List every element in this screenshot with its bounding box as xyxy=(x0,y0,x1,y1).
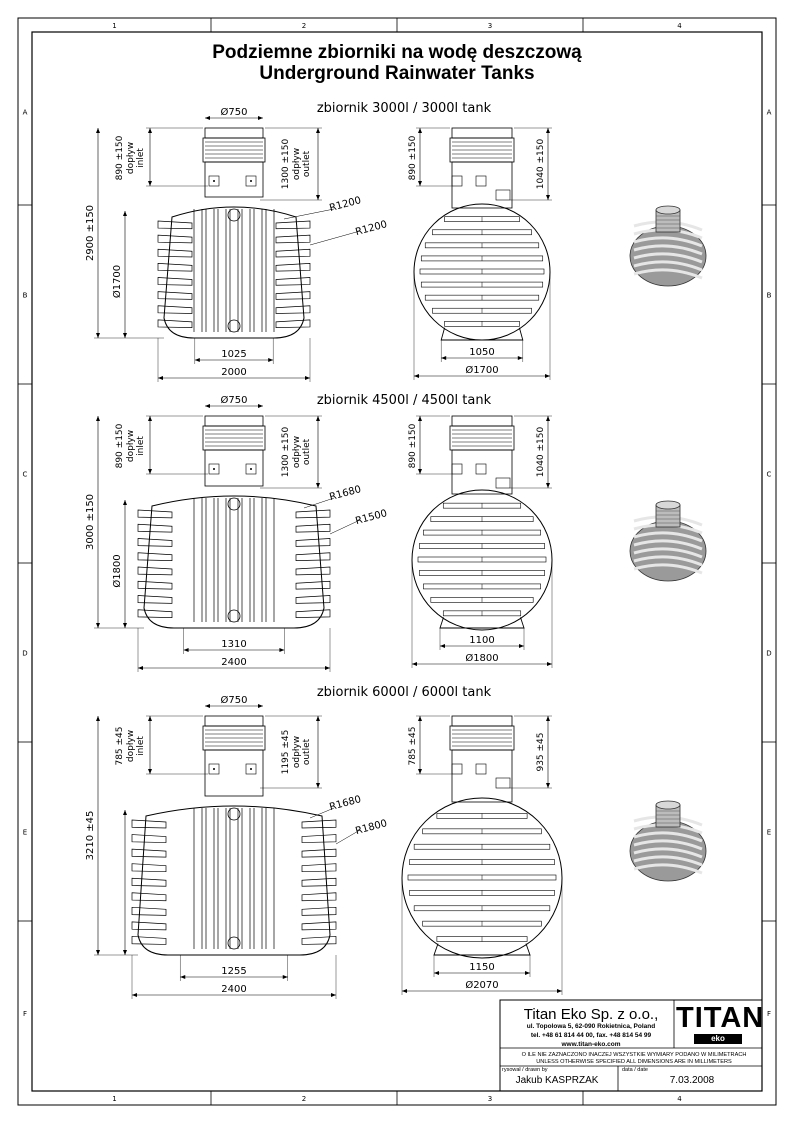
port-mark xyxy=(250,468,252,470)
overall-length-label: 2000 xyxy=(221,367,247,378)
grid-column-label: 4 xyxy=(677,22,682,30)
arrowhead xyxy=(414,374,419,378)
overall-length-label: 2400 xyxy=(221,984,247,995)
arrowhead xyxy=(316,716,320,721)
side-rib xyxy=(302,907,336,915)
top-diameter-label: Ø750 xyxy=(220,107,248,118)
side-rib xyxy=(302,820,336,828)
arrowhead xyxy=(180,975,185,979)
arrowhead xyxy=(418,181,422,186)
inlet-dimension-label: 785 ±45 xyxy=(115,726,125,766)
side-rib xyxy=(302,936,336,944)
arrowhead xyxy=(123,500,127,505)
grid-row-label: F xyxy=(766,1010,772,1018)
arrowhead xyxy=(205,704,210,708)
arrowhead xyxy=(546,783,550,788)
side-diameter-label: Ø2070 xyxy=(465,980,499,991)
arrowhead xyxy=(418,716,422,721)
port xyxy=(476,764,486,774)
side-base-label: 1150 xyxy=(469,962,495,973)
grid-row-label: F xyxy=(22,1010,28,1018)
side-rib xyxy=(138,553,172,561)
arrowhead xyxy=(279,648,284,652)
arrowhead xyxy=(96,416,100,421)
grid-column-label: 2 xyxy=(301,22,307,30)
tank-3d-lid xyxy=(656,801,680,809)
arrowhead xyxy=(546,128,550,133)
arrowhead xyxy=(148,769,152,774)
arrowhead xyxy=(123,333,127,338)
tank-body xyxy=(144,496,324,628)
total-height-label: 3210 ±45 xyxy=(85,810,96,861)
body-diameter-label: Ø1700 xyxy=(112,264,123,299)
arrowhead xyxy=(158,376,163,380)
tank-body xyxy=(138,806,330,955)
outlet-port xyxy=(496,190,510,200)
side-inlet-label: 890 ±150 xyxy=(408,135,418,181)
arrowhead xyxy=(316,483,320,488)
grid-row-label: D xyxy=(22,649,28,658)
grid-row-label: B xyxy=(766,291,772,300)
company-address: ul. Topolowa 5, 62-090 Rokietnica, Poland xyxy=(526,1023,656,1030)
arrowhead xyxy=(316,128,320,133)
inlet-label-en: inlet xyxy=(136,436,146,456)
riser-neck xyxy=(205,750,263,796)
side-rib xyxy=(138,581,172,589)
side-rib xyxy=(132,878,166,886)
riser-neck xyxy=(452,450,512,494)
grid-column-label: 4 xyxy=(677,1095,682,1103)
radius-label: R1200 xyxy=(354,219,389,239)
port xyxy=(476,464,486,474)
side-rib xyxy=(302,893,336,901)
port-mark xyxy=(213,180,215,182)
arrowhead xyxy=(96,716,100,721)
arrowhead xyxy=(138,666,143,670)
side-rib xyxy=(158,306,192,314)
side-rib xyxy=(132,907,166,915)
grid-row-label: D xyxy=(766,649,772,658)
side-rib xyxy=(158,235,192,243)
inlet-label-en: inlet xyxy=(136,148,146,168)
units-note-polish: O ILE NIE ZAZNACZONO INACZEJ WSZYSTKIE WYMIARY PODANO W MILIMETRACH xyxy=(521,1052,747,1058)
side-diameter-label: Ø1700 xyxy=(465,365,499,376)
arrowhead xyxy=(418,128,422,133)
tank-section-label: zbiornik 4500l / 4500l tank xyxy=(316,393,492,408)
arrowhead xyxy=(325,666,330,670)
arrowhead xyxy=(123,623,127,628)
arrowhead xyxy=(258,404,263,408)
side-rib xyxy=(302,922,336,930)
side-rib xyxy=(296,581,330,589)
side-rib xyxy=(276,263,310,271)
inlet-port xyxy=(452,464,462,474)
tank-3d-render xyxy=(630,501,706,581)
side-rib xyxy=(132,835,166,843)
side-rib xyxy=(158,221,192,229)
arrowhead xyxy=(205,404,210,408)
arrowhead xyxy=(546,483,550,488)
arrowhead xyxy=(316,783,320,788)
arrowhead xyxy=(132,993,137,997)
arrowhead xyxy=(96,623,100,628)
company-website: www.titan-eko.com xyxy=(561,1041,621,1048)
side-rib xyxy=(296,596,330,604)
side-rib xyxy=(296,553,330,561)
tank-base xyxy=(434,944,530,955)
side-rib xyxy=(132,922,166,930)
port-mark xyxy=(213,768,215,770)
side-rib xyxy=(138,596,172,604)
side-rib xyxy=(132,849,166,857)
arrowhead xyxy=(184,648,189,652)
titan-logo: TITAN xyxy=(676,1002,765,1034)
arrowhead xyxy=(258,116,263,120)
side-rib xyxy=(302,878,336,886)
tank-base xyxy=(440,617,524,628)
side-rib xyxy=(302,864,336,872)
arrowhead xyxy=(195,358,200,362)
side-rib xyxy=(132,893,166,901)
riser-cap xyxy=(452,416,512,426)
arrowhead xyxy=(96,128,100,133)
title-english: Underground Rainwater Tanks xyxy=(259,63,535,84)
outlet-label-pl: odpływ xyxy=(292,147,302,181)
arrowhead xyxy=(331,993,336,997)
arrowhead xyxy=(305,376,310,380)
top-diameter-label: Ø750 xyxy=(220,395,248,406)
arrowhead xyxy=(518,356,523,360)
drawn-by-label: rysował / drawn by xyxy=(502,1067,548,1073)
port-mark xyxy=(213,468,215,470)
title-polish: Podziemne zbiorniki na wodę deszczową xyxy=(212,42,582,63)
arrowhead xyxy=(440,644,445,648)
grid-column-label: 3 xyxy=(487,22,493,30)
arrowhead xyxy=(268,358,273,362)
inlet-label-pl: dopływ xyxy=(126,141,136,175)
grid-row-label: C xyxy=(766,470,772,479)
outlet-label-pl: odpływ xyxy=(292,435,302,469)
grid-row-label: E xyxy=(22,828,28,837)
radius-label: R1680 xyxy=(328,484,363,504)
inlet-port xyxy=(452,764,462,774)
arrowhead xyxy=(418,769,422,774)
leader-line xyxy=(284,209,334,219)
arrowhead xyxy=(123,211,127,216)
side-rib xyxy=(302,849,336,857)
arrowhead xyxy=(434,971,439,975)
drawn-by-name: Jakub KASPRZAK xyxy=(515,1075,599,1086)
grid-column-label: 3 xyxy=(487,1095,493,1103)
arrowhead xyxy=(418,416,422,421)
tank-section-label: zbiornik 6000l / 6000l tank xyxy=(316,685,492,700)
side-rib xyxy=(276,292,310,300)
overall-length-label: 2400 xyxy=(221,657,247,668)
arrowhead xyxy=(557,989,562,993)
arrowhead xyxy=(148,469,152,474)
grid-row-label: B xyxy=(22,291,28,300)
eko-logo: eko xyxy=(694,1034,742,1044)
inlet-label-pl: dopływ xyxy=(126,429,136,463)
total-height-label: 3000 ±150 xyxy=(85,493,96,551)
grid-row-label: E xyxy=(766,828,772,837)
arrowhead xyxy=(441,356,446,360)
side-inlet-label: 890 ±150 xyxy=(408,423,418,469)
base-width-label: 1310 xyxy=(221,639,247,650)
outlet-port xyxy=(496,478,510,488)
side-rib xyxy=(158,263,192,271)
side-rib xyxy=(158,320,192,328)
riser-neck xyxy=(205,450,263,486)
tank-body xyxy=(164,207,304,338)
company-name: Titan Eko Sp. z o.o., xyxy=(523,1006,659,1023)
port-mark xyxy=(250,768,252,770)
arrowhead xyxy=(123,810,127,815)
side-rib xyxy=(138,539,172,547)
arrowhead xyxy=(96,333,100,338)
side-rib xyxy=(158,292,192,300)
arrowhead xyxy=(545,374,550,378)
riser-neck xyxy=(452,750,512,802)
arrowhead xyxy=(283,975,288,979)
side-base-label: 1100 xyxy=(469,635,495,646)
side-inlet-label: 785 ±45 xyxy=(408,726,418,766)
side-rib xyxy=(276,221,310,229)
port xyxy=(476,176,486,186)
arrowhead xyxy=(546,716,550,721)
side-rib xyxy=(138,567,172,575)
outlet-label-en: outlet xyxy=(302,438,312,466)
outlet-label-en: outlet xyxy=(302,738,312,766)
side-rib xyxy=(276,306,310,314)
outlet-dimension-label: 1300 ±150 xyxy=(281,426,291,478)
arrowhead xyxy=(258,704,263,708)
side-rib xyxy=(276,278,310,286)
grid-column-label: 1 xyxy=(112,22,117,30)
total-height-label: 2900 ±150 xyxy=(85,204,96,262)
arrowhead xyxy=(546,416,550,421)
outlet-label-en: outlet xyxy=(302,150,312,178)
grid-column-label: 1 xyxy=(112,1095,117,1103)
grid-column-label: 2 xyxy=(301,1095,307,1103)
side-rib xyxy=(138,524,172,532)
arrowhead xyxy=(519,644,524,648)
radius-label: R1500 xyxy=(354,508,389,528)
arrowhead xyxy=(205,116,210,120)
side-rib xyxy=(138,510,172,518)
date-label: data / date xyxy=(622,1067,648,1073)
side-rib xyxy=(302,835,336,843)
side-diameter-label: Ø1800 xyxy=(465,653,499,664)
arrowhead xyxy=(412,662,417,666)
company-phone: tel. +48 61 814 44 00, fax. +48 814 54 99 xyxy=(530,1032,652,1039)
side-rib xyxy=(138,610,172,618)
inlet-label-en: inlet xyxy=(136,736,146,756)
outlet-dimension-label: 1300 ±150 xyxy=(281,138,291,190)
arrowhead xyxy=(96,950,100,955)
outlet-port xyxy=(496,778,510,788)
arrowhead xyxy=(148,181,152,186)
outlet-label-pl: odpływ xyxy=(292,735,302,769)
base-width-label: 1025 xyxy=(221,349,247,360)
riser-cap xyxy=(205,416,263,426)
side-rib xyxy=(296,567,330,575)
riser-cap xyxy=(205,716,263,726)
arrowhead xyxy=(316,416,320,421)
side-rib xyxy=(276,249,310,257)
side-outlet-label: 1040 ±150 xyxy=(536,138,546,190)
tank-section-label: zbiornik 3000l / 3000l tank xyxy=(316,101,492,116)
tank-3d-render xyxy=(630,206,706,286)
arrowhead xyxy=(402,989,407,993)
side-base-label: 1050 xyxy=(469,347,495,358)
side-rib xyxy=(132,936,166,944)
inlet-dimension-label: 890 ±150 xyxy=(115,135,125,181)
top-diameter-label: Ø750 xyxy=(220,695,248,706)
riser-cap xyxy=(452,716,512,726)
side-outlet-label: 1040 ±150 xyxy=(536,426,546,478)
grid-row-label: A xyxy=(766,108,772,117)
riser-neck xyxy=(205,162,263,197)
arrowhead xyxy=(316,195,320,200)
side-rib xyxy=(276,320,310,328)
arrowhead xyxy=(546,195,550,200)
side-outlet-label: 935 ±45 xyxy=(536,732,546,772)
tank-3d-render xyxy=(630,801,706,881)
arrowhead xyxy=(547,662,552,666)
side-rib xyxy=(276,235,310,243)
units-note-english: UNLESS OTHERWISE SPECIFIED ALL DIMENSIONS ARE IN MILLIMETERS xyxy=(536,1059,732,1065)
arrowhead xyxy=(418,469,422,474)
side-rib xyxy=(158,249,192,257)
base-width-label: 1255 xyxy=(221,966,247,977)
grid-row-label: C xyxy=(22,470,28,479)
tank-3d-lid xyxy=(656,501,680,509)
outlet-dimension-label: 1195 ±45 xyxy=(281,729,291,775)
side-rib xyxy=(296,510,330,518)
side-rib xyxy=(132,864,166,872)
inlet-port xyxy=(452,176,462,186)
inlet-dimension-label: 890 ±150 xyxy=(115,423,125,469)
side-rib xyxy=(296,539,330,547)
arrowhead xyxy=(148,716,152,721)
port-mark xyxy=(250,180,252,182)
side-rib xyxy=(296,524,330,532)
arrowhead xyxy=(525,971,530,975)
side-rib xyxy=(296,610,330,618)
riser-neck xyxy=(452,162,512,208)
grid-row-label: A xyxy=(22,108,28,117)
riser-cap xyxy=(205,128,263,138)
drawing-date: 7.03.2008 xyxy=(669,1075,715,1086)
arrowhead xyxy=(148,416,152,421)
radius-label: R1800 xyxy=(354,818,389,838)
tank-3d-lid xyxy=(656,206,680,214)
inlet-label-pl: dopływ xyxy=(126,729,136,763)
arrowhead xyxy=(123,950,127,955)
radius-label: R1200 xyxy=(328,195,363,215)
leader-line xyxy=(310,231,360,245)
radius-label: R1680 xyxy=(328,794,363,814)
arrowhead xyxy=(148,128,152,133)
side-rib xyxy=(132,820,166,828)
body-diameter-label: Ø1800 xyxy=(112,554,123,588)
side-rib xyxy=(158,278,192,286)
riser-cap xyxy=(452,128,512,138)
